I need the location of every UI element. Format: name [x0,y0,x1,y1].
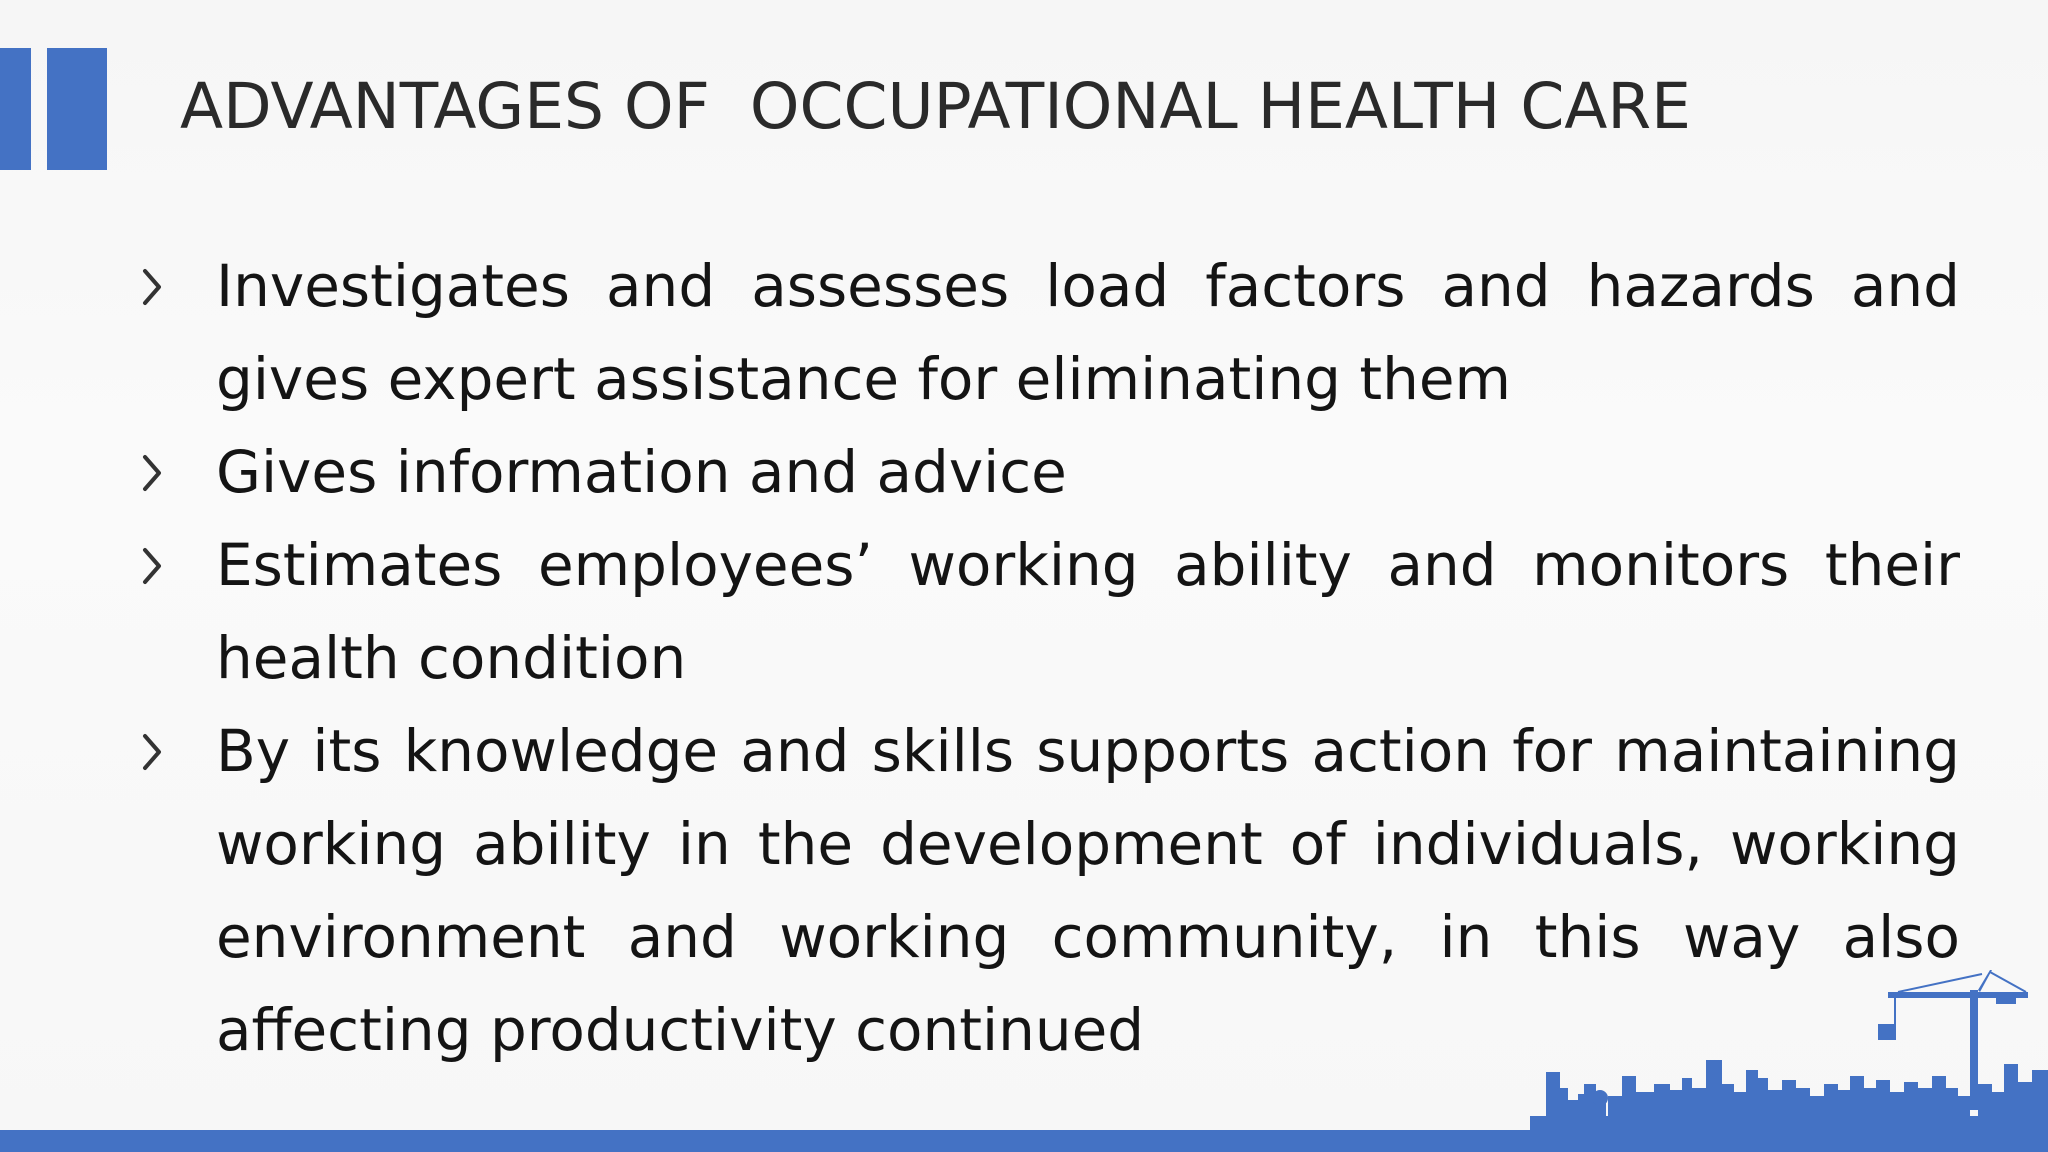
chevron-right-icon [140,519,176,612]
slide-title: ADVANTAGES OF OCCUPATIONAL HEALTH CARE [180,70,1691,143]
title-accent-bar-thin [0,48,31,170]
bullet-item-2 [140,426,1960,519]
bullet-list [140,240,1960,1077]
chevron-right-icon [140,240,176,333]
bullet-item-3 [140,519,1960,705]
bullet-item-1 [140,240,1960,426]
bullet-text: Investigates and assesses load factors and hazards and gives expert assistance for eliminating them [216,252,1960,413]
chevron-right-icon [140,705,176,798]
bullet-text: Estimates employees’ working ability and monitors their health condition [216,531,1960,692]
bullet-text: By its knowledge and skills supports action for maintaining working ability in the development of individuals, working environment and working community, in this way also affecting productivity continued [216,717,1960,1064]
city-skyline-illustration [1530,960,2048,1135]
bullet-text: Gives information and advice [216,438,1067,506]
chevron-right-icon [140,426,176,519]
bottom-accent-band [0,1130,2048,1152]
title-accent-bar-wide [47,48,107,170]
